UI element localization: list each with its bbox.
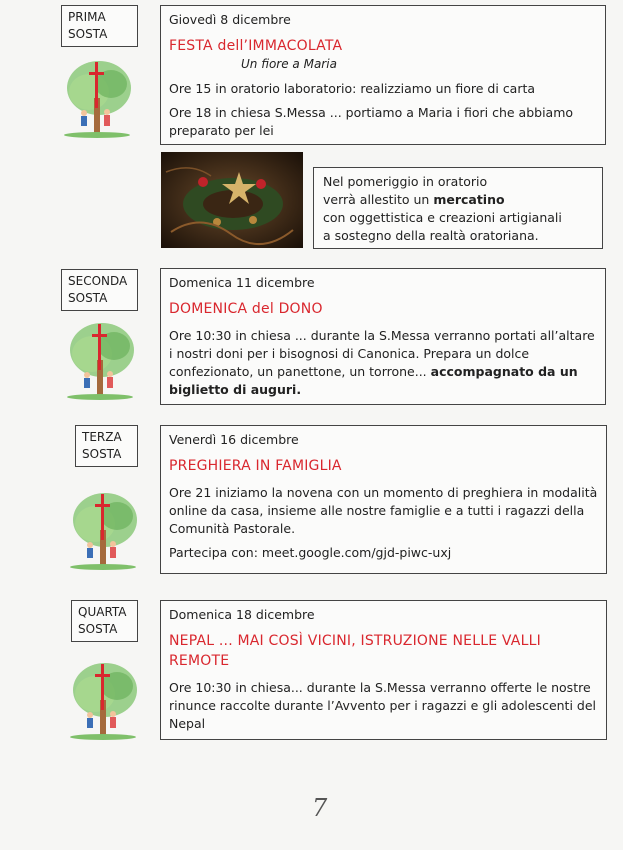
- stop-2-label: [61, 269, 138, 311]
- stop-4-label: [71, 600, 138, 642]
- tree-cross-icon: [65, 490, 141, 572]
- stop-4-paragraph-1: Ore 10:30 in chiesa... durante la S.Messa verranno offerte le nostre rinunce raccolte durante l’Avvento per i ragazzi e gli adolescenti del Nepal: [169, 680, 596, 731]
- stop-4-title: NEPAL ... MAI COSÌ VICINI, ISTRUZIONE NELLE VALLI REMOTE: [169, 633, 541, 669]
- stop-1-label-line2: SOSTA: [68, 27, 108, 41]
- christmas-wreath-photo: [161, 152, 303, 248]
- page-number: 7: [312, 794, 328, 822]
- stop-1-title: FESTA dell’IMMACOLATA: [169, 38, 343, 54]
- stop-2-label-line1: SECONDA: [68, 274, 128, 288]
- tree-cross-icon: [59, 58, 135, 140]
- tree-cross-icon: [65, 660, 141, 742]
- stop-4-label-line1: QUARTA: [78, 605, 127, 619]
- market-note: [313, 167, 603, 249]
- stop-3-card: [160, 425, 607, 574]
- stop-2-paragraph: [169, 327, 597, 399]
- market-note-line1: Nel pomeriggio in oratorio: [323, 174, 488, 189]
- stop-2-label-line2: SOSTA: [68, 291, 108, 305]
- stop-2-title: DOMENICA del DONO: [169, 301, 323, 317]
- market-note-line3: con oggettistica e creazioni artigianali: [323, 210, 562, 225]
- stop-4-label-line2: SOSTA: [78, 622, 118, 636]
- stop-1-paragraph-1: Ore 15 in oratorio laboratorio: realizziamo un fiore di carta: [169, 81, 536, 96]
- wreath-icon: [161, 152, 303, 248]
- tree-cross-icon: [62, 320, 138, 402]
- stop-3-date: Venerdì 16 dicembre: [169, 432, 299, 447]
- stop-1-subtitle: Un fiore a Maria: [241, 57, 337, 71]
- stop-1-label: [61, 5, 138, 47]
- market-note-line4: a sostegno della realtà oratoriana.: [323, 228, 539, 243]
- stop-1-paragraph-2: Ore 18 in chiesa S.Messa ... portiamo a Maria i fiori che abbiamo preparato per lei: [169, 105, 574, 138]
- market-note-line2-bold: mercatino: [433, 192, 505, 207]
- stop-2-card: [160, 268, 606, 405]
- stop-3-label-line1: TERZA: [82, 430, 122, 444]
- stop-3-paragraph-2: Partecipa con: meet.google.com/gjd-piwc-uxj: [169, 545, 452, 560]
- stop-3-label-line2: SOSTA: [82, 447, 122, 461]
- stop-4-card: [160, 600, 607, 740]
- stop-3-paragraph-1: Ore 21 iniziamo la novena con un momento di preghiera in modalità online da casa, insieme alle nostre famiglie e a tutti i ragazzi della Comunità Pastorale.: [169, 485, 598, 536]
- stop-2-paragraph-text: Ore 10:30 in chiesa ... durante la S.Messa verranno portati all’altare i nostri doni per i bisognosi di Canonica. Prepara un dolce confezionato, un panettone, un torrone...: [169, 328, 595, 379]
- stop-3-label: [75, 425, 138, 467]
- stop-1-card: [160, 5, 606, 145]
- stop-2-date: Domenica 11 dicembre: [169, 275, 315, 290]
- market-note-line2: [323, 191, 593, 209]
- market-note-line2-text: verrà allestito un: [323, 192, 434, 207]
- stop-1-date: Giovedì 8 dicembre: [169, 12, 291, 27]
- stop-2-paragraph-bold: accompagnato da un biglietto di auguri.: [169, 364, 578, 397]
- stop-3-title: PREGHIERA IN FAMIGLIA: [169, 458, 342, 474]
- stop-1-label-line1: PRIMA: [68, 10, 106, 24]
- stop-4-date: Domenica 18 dicembre: [169, 607, 315, 622]
